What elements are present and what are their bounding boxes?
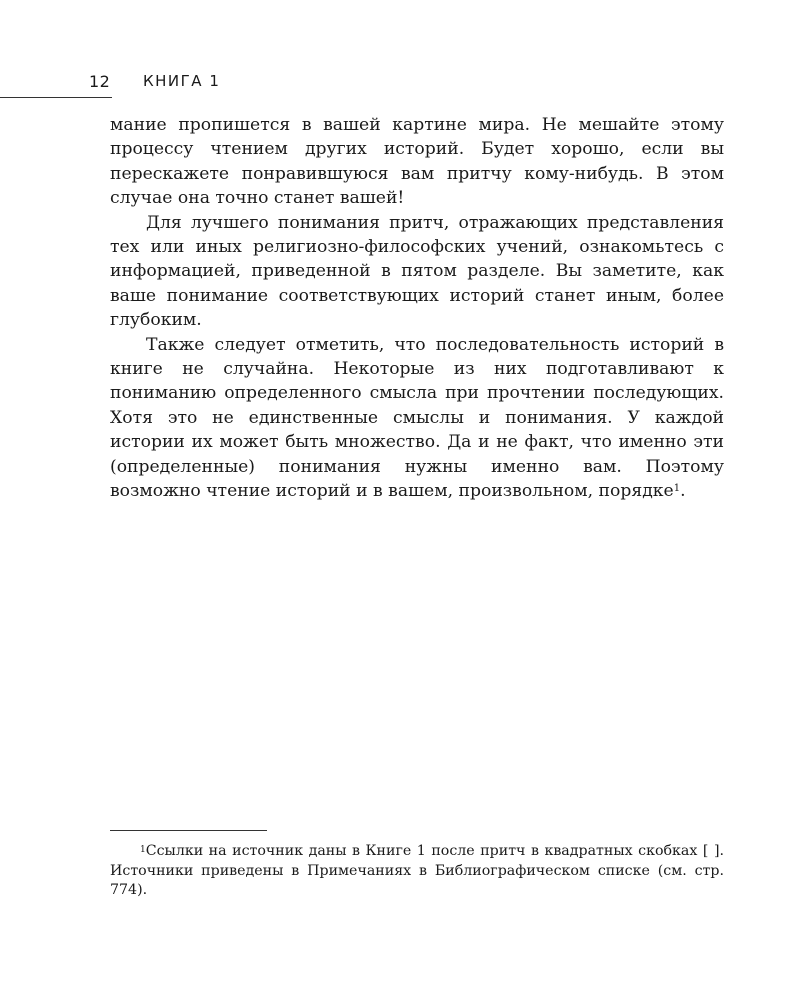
paragraph-3-text: Также следует отметить, что последовательность историй в книге не случайна. Некоторые из них подготавливают к пониманию определенного смысла при прочтении последующих. Хотя это не единственные смыслы и понимания. У каждой истории их может быть множество. Да и не факт, что именно эти (определенные) понимания нужны именно вам. Поэтому возможно чтение историй и в вашем, произвольном, порядке [110, 334, 724, 502]
footnote-text: Ссылки на источник даны в Книге 1 после притч в квадратных скобках [ ]. Источники приведены в Примечаниях в Библиографическом списке (см. стр. 774). [110, 843, 724, 899]
header-rule [0, 97, 112, 98]
running-head: КНИГА 1 [143, 72, 221, 90]
footnote-marker: 1 [140, 845, 146, 855]
main-text [110, 113, 724, 504]
paragraph-1: мание пропишется в вашей картине мира. Не мешайте этому процессу чтением других историй. Будет хорошо, если вы перескажете понравившуюся вам притчу кому-нибудь. В этом случае она точно станет вашей! [110, 115, 724, 209]
paragraph-3: Также следует отметить, что последовательность историй в книге не случайна. Некоторые из них подготавливают к пониманию определенного смысла при прочтении последующих. Хотя это не единственные смыслы и понимания. У каждой истории их может быть множество. Да и не факт, что именно эти (определенные) понимания нужны именно вам. Поэтому возможно чтение историй и в вашем, произвольном, порядке$^1$. [110, 334, 724, 502]
footnote-rule [110, 830, 267, 831]
footnote [110, 842, 724, 901]
page-header [0, 72, 800, 102]
page-number: 12 [89, 72, 111, 91]
footnote-reference[interactable]: 1 [673, 483, 681, 495]
paragraph-2: Для лучшего понимания притч, отражающих представления тех или иных религиозно-философских учений, ознакомьтесь с информацией, приведенной в пятом разделе. Вы заметите, как ваше понимание соответствующих историй станет иным, более глубоким. [110, 212, 724, 331]
